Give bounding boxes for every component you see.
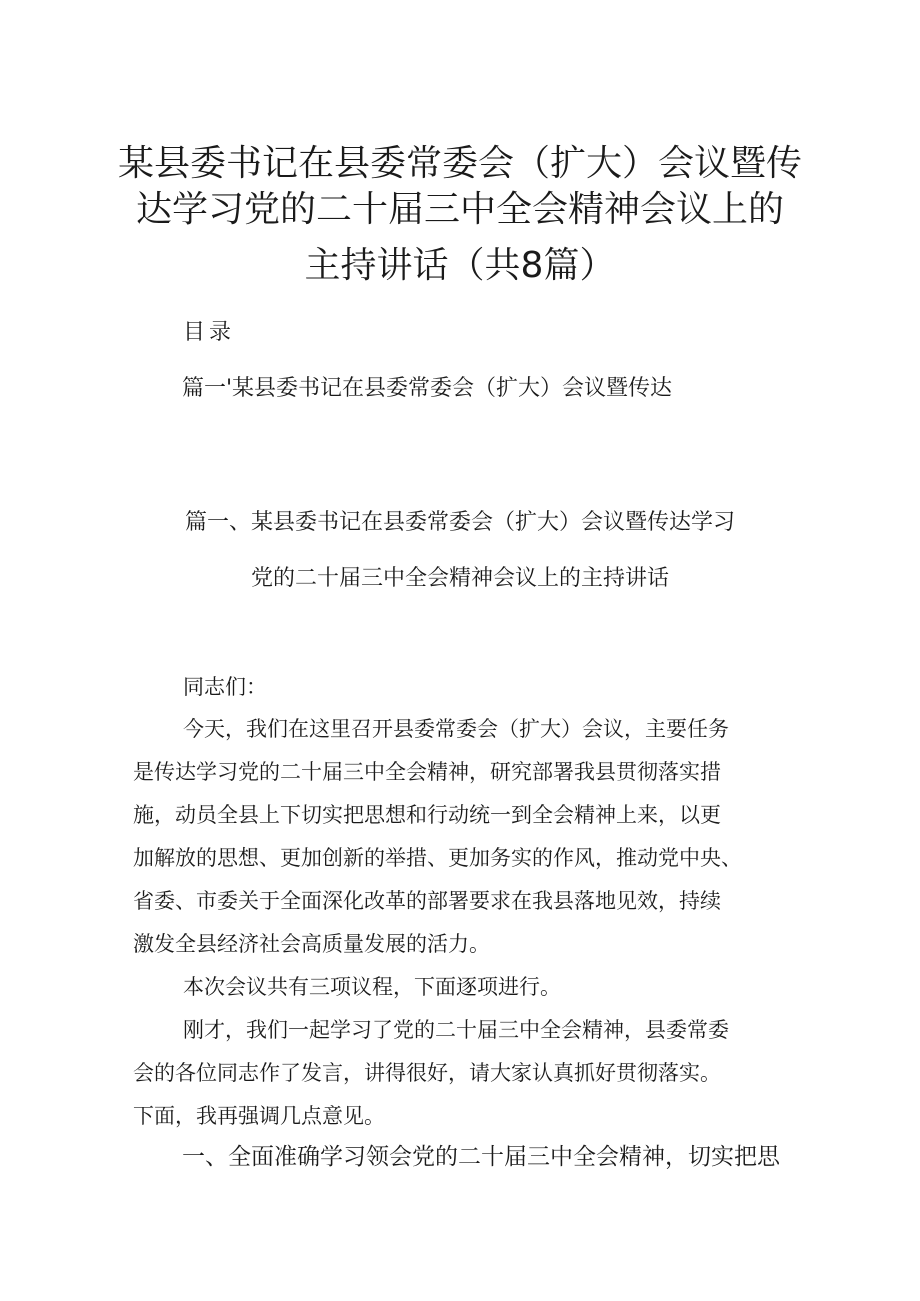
paragraph-1-line-5: 省委、市委关于全面深化改革的部署要求在我县落地见效，持续 (133, 889, 721, 913)
paragraph-3-line-1: 刚才，我们一起学习了党的二十届三中全会精神，县委常委 (183, 1018, 729, 1042)
paragraph-2-line-1: 本次会议共有三项议程，下面逐项进行。 (183, 975, 561, 999)
section-title-line-2: 党的二十届三中全会精神会议上的主持讲话 (250, 566, 669, 591)
toc-item[interactable]: 篇一'某县委书记在县委常委会（扩大）会议暨传达 (182, 376, 673, 401)
paragraph-1-line-1: 今天，我们在这里召开县委常委会（扩大）会议，主要任务 (183, 717, 729, 741)
paragraph-1-line-6: 激发全县经济社会高质量发展的活力。 (133, 932, 490, 956)
paragraph-1-line-3: 施，动员全县上下切实把思想和行动统一到全会精神上来，以更 (133, 803, 721, 827)
paragraph-1-line-2: 是传达学习党的二十届三中全会精神，研究部署我县贯彻落实措 (133, 760, 721, 784)
section-heading: 一、全面准确学习领会党的二十届三中全会精神，切实把思 (182, 1144, 780, 1170)
paragraph-3-line-2: 会的各位同志作了发言，讲得很好，请大家认真抓好贯彻落实。 (133, 1061, 721, 1085)
salutation: 同志们： (183, 675, 267, 699)
section-title-line-1: 篇一、某县委书记在县委常委会（扩大）会议暨传达学习 (184, 510, 735, 535)
toc-heading: 目录 (183, 320, 236, 345)
document-title-line-2: 达学习党的二十届三中全会精神会议上的 (135, 189, 784, 230)
document-title-line-1: 某县委书记在县委常委会（扩大）会议暨传 (117, 143, 802, 184)
paragraph-1-line-4: 加解放的思想、更加创新的举措、更加务实的作风，推动党中央、 (133, 846, 742, 870)
document-title-line-3: 主持讲话（共8篇） (304, 245, 616, 286)
paragraph-3-line-3: 下面，我再强调几点意见。 (133, 1104, 385, 1128)
